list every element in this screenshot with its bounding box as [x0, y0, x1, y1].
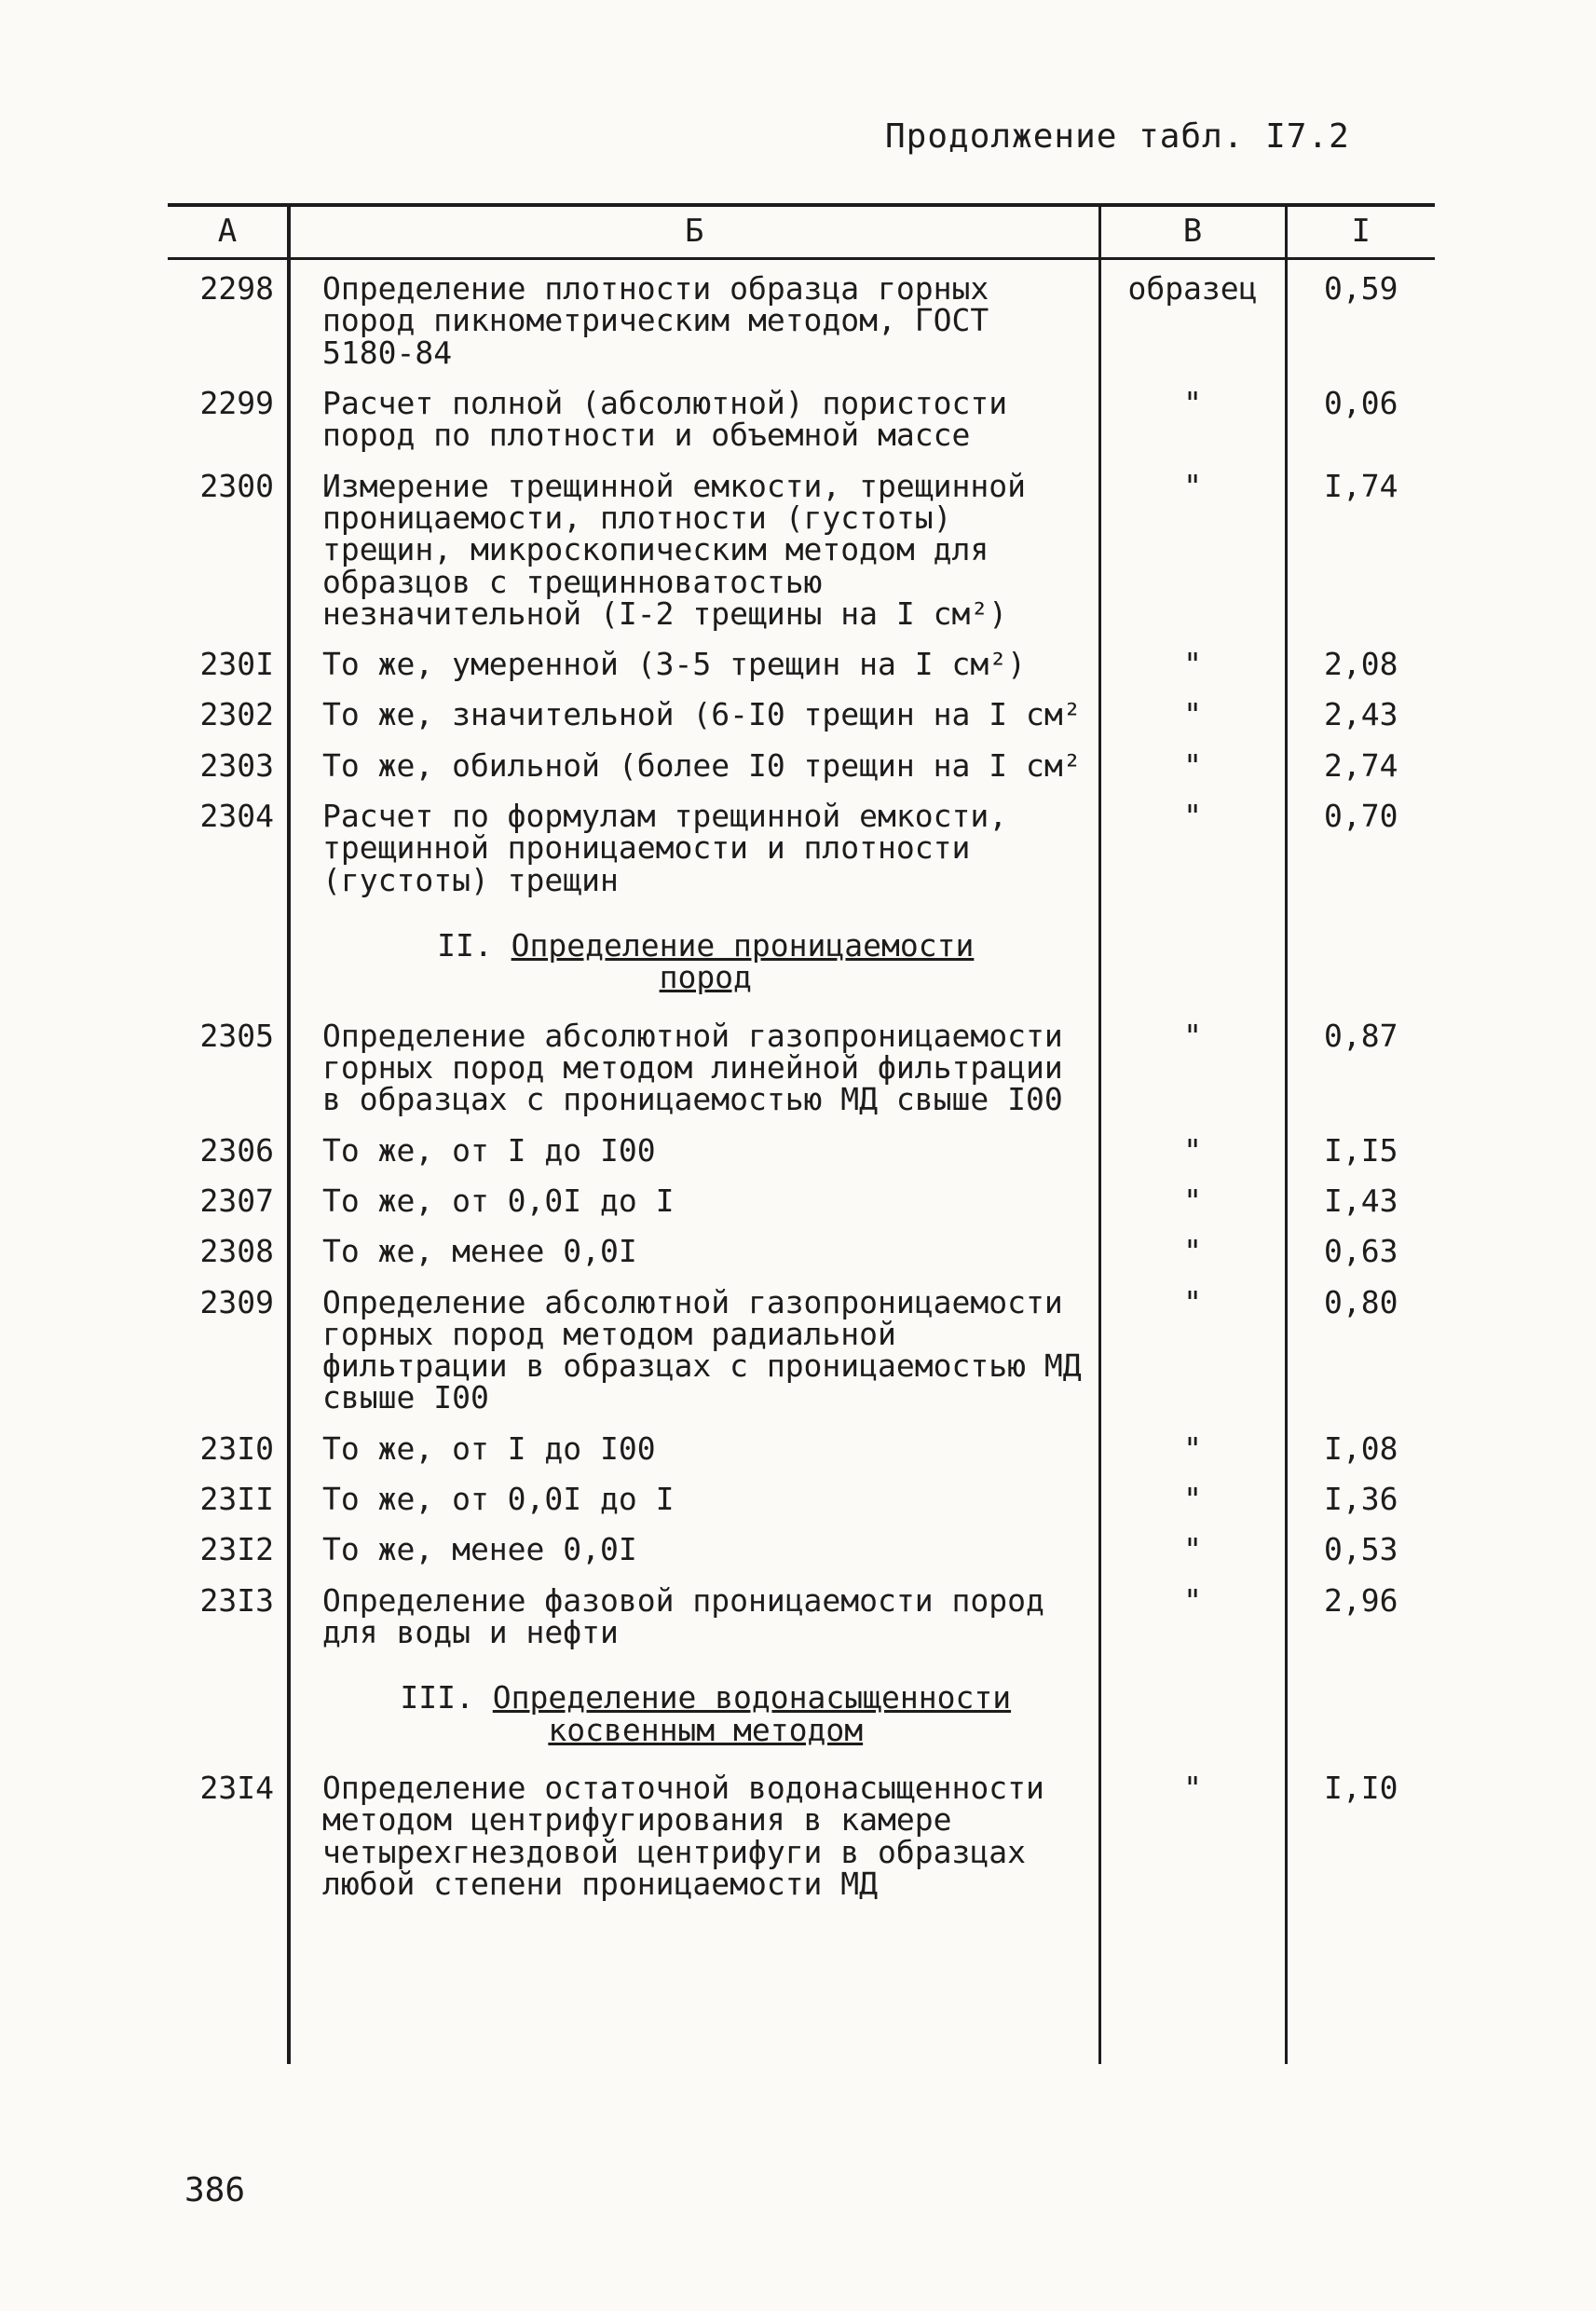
row-value: I,36: [1324, 1481, 1398, 1518]
row-description: Определение фазовой проницаемости пород для воды и нефти: [289, 1572, 1099, 1655]
row-code: 2308: [168, 1223, 289, 1273]
row-unit: ": [1099, 1274, 1286, 1420]
row-description: То же, менее 0,0I: [289, 1223, 1099, 1273]
column-header-b: Б: [289, 205, 1099, 259]
row-value: 0,70: [1324, 798, 1398, 835]
row-description: Расчет по формулам трещинной емкости, трещинной проницаемости и плотности (густоты) трещин: [289, 787, 1099, 902]
row-unit: ": [1099, 1172, 1286, 1223]
row-description: То же, умеренной (3-5 трещин на I см²): [289, 636, 1099, 686]
row-unit: ": [1099, 1223, 1286, 1273]
row-code: 23I0: [168, 1420, 289, 1470]
table-row: [168, 636, 1435, 686]
table-row: [168, 1521, 1435, 1571]
table-body-section2: [168, 1007, 1435, 1655]
row-description: То же, значительной (6-I0 трещин на I см²: [289, 686, 1099, 736]
table-row: [168, 1470, 1435, 1521]
row-value: 0,63: [1324, 1233, 1398, 1270]
row-code: 2304: [168, 787, 289, 902]
row-value: 2,08: [1324, 646, 1398, 683]
section-number: II.: [437, 927, 493, 964]
row-unit: ": [1099, 1122, 1286, 1172]
row-code: 23I2: [168, 1521, 289, 1571]
table-row: [168, 458, 1435, 636]
row-unit: ": [1099, 375, 1286, 458]
continuation-title: Продолжение табл. I7.2: [885, 117, 1350, 156]
row-description: Определение абсолютной газопроницаемости горных пород методом линейной фильтрации в образцах с проницаемостью МД свыше I00: [289, 1007, 1099, 1122]
table-header-row: [168, 205, 1435, 259]
section-title-line2: пород: [659, 959, 752, 996]
table-row: [168, 1172, 1435, 1223]
row-code: 2302: [168, 686, 289, 736]
row-unit: ": [1099, 1420, 1286, 1470]
row-value: I,I5: [1324, 1131, 1398, 1169]
column-header-a: А: [168, 205, 289, 259]
table-row: [168, 1420, 1435, 1470]
table-row: [168, 1007, 1435, 1122]
row-code: 23I3: [168, 1572, 289, 1655]
row-value: 0,87: [1324, 1017, 1398, 1054]
section-heading-3: [289, 1654, 1099, 1759]
row-code: 23I4: [168, 1759, 289, 1906]
table-row: [168, 1274, 1435, 1420]
table-row: [168, 1122, 1435, 1172]
table-body-section3: [168, 1759, 1435, 1906]
rates-table: [168, 203, 1435, 2064]
row-description: Расчет полной (абсолютной) пористости пород по плотности и объемной массе: [289, 375, 1099, 458]
table-section2-heading: [168, 902, 1435, 1007]
row-unit: ": [1099, 787, 1286, 902]
row-code: 2307: [168, 1172, 289, 1223]
section-title-line1: Определение водонасыщенности: [492, 1679, 1012, 1716]
row-unit: ": [1099, 1759, 1286, 1906]
row-value: I,74: [1324, 467, 1398, 504]
section-title-line2: косвенным методом: [548, 1711, 864, 1748]
row-description: То же, менее 0,0I: [289, 1521, 1099, 1571]
row-value: 0,53: [1324, 1531, 1398, 1568]
row-description: То же, обильной (более I0 трещин на I см²: [289, 737, 1099, 787]
row-code: 23II: [168, 1470, 289, 1521]
section-heading-row: [168, 1654, 1435, 1759]
row-code: 2306: [168, 1122, 289, 1172]
table-row: [168, 259, 1435, 375]
row-unit: ": [1099, 636, 1286, 686]
row-description: Определение остаточной водонасыщенности методом центрифугирования в камере четырехгнездовой центрифуги в образцах любой степени проницаемости МД: [289, 1759, 1099, 1906]
section-number: III.: [400, 1679, 474, 1716]
row-unit: ": [1099, 1470, 1286, 1521]
row-unit: образец: [1099, 259, 1286, 375]
row-code: 2309: [168, 1274, 289, 1420]
table-row: [168, 1572, 1435, 1655]
table-row: [168, 737, 1435, 787]
row-value: I,08: [1324, 1429, 1398, 1467]
trailing-empty-row: [168, 1906, 1435, 2064]
column-header-v: В: [1099, 205, 1286, 259]
table-row: [168, 375, 1435, 458]
row-code: 2298: [168, 259, 289, 375]
row-unit: ": [1099, 686, 1286, 736]
row-code: 2300: [168, 458, 289, 636]
row-description: То же, от 0,0I до I: [289, 1172, 1099, 1223]
row-description: Измерение трещинной емкости, трещинной проницаемости, плотности (густоты) трещин, микроскопическим методом для образцов с трещинноватостью незначительной (I-2 трещины на I см²): [289, 458, 1099, 636]
row-code: 2305: [168, 1007, 289, 1122]
section-title-line1: Определение проницаемости: [511, 927, 975, 964]
row-unit: ": [1099, 1007, 1286, 1122]
table-row: [168, 686, 1435, 736]
row-description: Определение плотности образца горных пород пикнометрическим методом, ГОСТ 5180-84: [289, 259, 1099, 375]
row-unit: ": [1099, 737, 1286, 787]
row-description: То же, от I до I00: [289, 1122, 1099, 1172]
row-value: 0,59: [1324, 270, 1398, 307]
table-trailing-space: [168, 1906, 1435, 2064]
row-value: 2,96: [1324, 1581, 1398, 1619]
rates-table-wrap: [168, 203, 1435, 2064]
row-unit: ": [1099, 1521, 1286, 1571]
row-description: То же, от I до I00: [289, 1420, 1099, 1470]
page-number: 386: [184, 2171, 246, 2209]
row-code: 230I: [168, 636, 289, 686]
table-row: [168, 1759, 1435, 1906]
table-section3-heading: [168, 1654, 1435, 1759]
row-unit: ": [1099, 1572, 1286, 1655]
row-value: 0,80: [1324, 1283, 1398, 1320]
column-header-i: I: [1286, 205, 1435, 259]
table-row: [168, 1223, 1435, 1273]
table-body-section1: [168, 259, 1435, 903]
row-unit: ": [1099, 458, 1286, 636]
section-heading-row: [168, 902, 1435, 1007]
row-value: I,I0: [1324, 1769, 1398, 1806]
row-code: 2303: [168, 737, 289, 787]
row-description: Определение абсолютной газопроницаемости горных пород методом радиальной фильтрации в образцах с проницаемостью МД свыше I00: [289, 1274, 1099, 1420]
table-row: [168, 787, 1435, 902]
row-value: 2,43: [1324, 696, 1398, 733]
row-value: 0,06: [1324, 384, 1398, 421]
row-code: 2299: [168, 375, 289, 458]
row-value: 2,74: [1324, 746, 1398, 784]
row-description: То же, от 0,0I до I: [289, 1470, 1099, 1521]
row-value: I,43: [1324, 1182, 1398, 1219]
section-heading-2: [289, 902, 1099, 1007]
